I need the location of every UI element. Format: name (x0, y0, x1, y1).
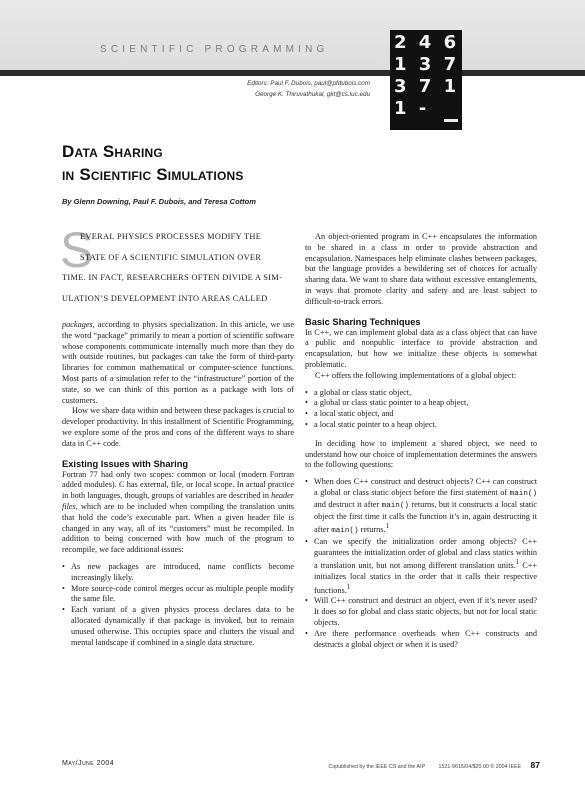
issue-item: • Each variant of a given physics process declares data to be allocated dynamically if that package is invoked, but to remain unused otherwise. This occupies space and clutters the visual and mental landscape if combined in a single data structure. (62, 605, 294, 648)
copyright-line: Copublished by the IEEE CS and the AIP (328, 764, 426, 770)
implementation-item: • a local static object, and (305, 409, 537, 420)
chalk-dash (444, 119, 458, 122)
page-number: 87 (530, 760, 540, 770)
intro-lines (62, 232, 294, 314)
issue-item: • As new packages are introduced, name conflicts become increasingly likely. (62, 562, 294, 584)
header-rule (0, 70, 585, 76)
q1-text-b: and destruct it after (314, 499, 382, 509)
right-paragraph-4: In deciding how to implement a shared object, we need to understand how our choice of implementation determines the answers to the following questions: (305, 438, 537, 470)
issue-item: • More source-code control merges occur as multiple people modify the same file. (62, 584, 294, 606)
intro-line-3: TIME. IN FACT, RESEARCHERS OFTEN DIVIDE A SIM- (62, 273, 283, 282)
q1-code-3: main() (331, 527, 359, 536)
title-line-1: Data Sharing (62, 142, 163, 161)
department-label: SCIENTIFIC PROGRAMMING (100, 44, 329, 55)
intro-line-4: ULATION’S DEVELOPMENT INTO AREAS CALLED (62, 293, 268, 303)
editors-line-1: Editors: Paul F. Dubois, paul@pfdubois.com (247, 80, 370, 87)
subhead-basic-sharing: Basic Sharing Techniques (305, 316, 421, 327)
left-paragraph-3b: , which are to be included when compiling the translation units that hold the code’s executable part. When a given header file is changed in any way, all of its “customers” must be recompiled. In addition to being concerned with how much of the program to recompile, we face additional issues: (62, 501, 294, 555)
q1-code-1: main() (509, 489, 537, 498)
q1-footnote: 1 (385, 523, 390, 531)
editors-credit (200, 78, 370, 100)
question-item: • Will C++ construct and destruct an object, even if it’s never used? It does so for global and class static objects, but not for local static objects. (305, 596, 537, 628)
intro-line-2: STATE OF A SCIENTIFIC SIMULATION OVER (80, 252, 262, 262)
author-byline: By Glenn Downing, Paul F. Dubois, and Teresa Cottom (62, 197, 256, 206)
issn-line: 1521-9615/04/$20.00 © 2004 IEEE (438, 764, 522, 770)
left-paragraph-3a: Fortran 77 had only two scopes: common or local (modern Fortran added modules). C has external, file, or local scope. In actual practice in both languages, though, groups of variables are described in (62, 469, 294, 501)
q1-text-a: When does C++ construct and destruct objects? C++ can construct a global or class static object before the first statement of (314, 477, 537, 497)
implementation-list (305, 388, 537, 431)
question-item (305, 537, 537, 596)
issues-list (62, 562, 294, 648)
implementation-item: • a global or class static pointer to a heap object, (305, 398, 537, 409)
left-paragraph-2: How we share data within and between these packages is crucial to developer productivity. In this installment of Scientific Programming, we explore some of the pros and cons of the different ways to share data in C++ code. (62, 406, 294, 448)
right-paragraph-2: In C++, we can implement global data as a class object that can have a public and nonpublic interface to provide abstraction and encapsulation, but how we initialize these objects is somewhat problematic. (305, 327, 537, 369)
right-column (305, 232, 537, 650)
intro-line-1: EVERAL PHYSICS PROCESSES MODIFY THE (80, 232, 262, 241)
implementation-item: • a global or class static object, (305, 388, 537, 399)
left-paragraph-1-text: , according to physics specialization. In this article, we use the word “package” primarily to mean a portion of scientific software whose components communicate internally much more than they do with outside routines, but packages can take the form of third-party libraries for common mathematical or computer-science functions. Most parts of a simulation refer to the “infrastructure” portion of the state, so we can think of this portion as a package with lots of customers. (62, 320, 294, 405)
subhead-existing-issues: Existing Issues with Sharing (62, 458, 189, 469)
q2-text-b: C++ initializes local statics in the order that it calls their respective functions. (314, 561, 538, 595)
drop-cap: S (60, 222, 94, 278)
questions-list (305, 477, 537, 650)
right-paragraph-3: C++ offers the following implementations of a global object: (315, 370, 517, 380)
chalkboard-image (390, 30, 462, 130)
editors-line-2: George K. Thiruvathukal, gkt@cs.luc.edu (255, 91, 370, 98)
question-item (305, 477, 537, 537)
q1-code-2: main() (381, 501, 409, 510)
right-paragraph-1: An object-oriented program in C++ encapsulates the information to be shared in a class in order to provide abstraction and encapsulation. Namespaces help eliminate clashes between packages, but the language provides a bewildering set of choices for actually sharing data. We want to share data without excessive entanglements, in ways that promote clarity and safety and are least subject to difficult-to-track errors. (305, 232, 537, 306)
q2-footnote-2: 1 (346, 583, 351, 591)
article-title (62, 140, 244, 186)
packages-term: packages (62, 320, 93, 329)
chalk-digits: 2 4 6 1 3 7 3 7 1 1 - (394, 32, 460, 119)
left-column (62, 320, 294, 648)
header-band (0, 0, 585, 74)
issue-date: May/June 2004 (62, 760, 115, 767)
q1-text-d: returns. (358, 525, 386, 535)
left-paragraph-3 (62, 470, 294, 556)
q1-text-c: returns, but it constructs a local static object the first time it calls the function it’s in, again destructing it after (314, 499, 537, 535)
title-line-2: in Scientific Simulations (62, 165, 244, 184)
question-item: • Are there performance overheads when C++ constructs and destructs a global object or when it is used? (305, 629, 537, 651)
q2-text: Can we specify the initialization order among objects? C++ guarantees the initialization order of global and class statics within a translation unit, but not among different translation units. (314, 536, 537, 571)
q2-footnote: 1 (515, 559, 520, 567)
implementation-item: • a local static pointer to a heap object. (305, 420, 537, 431)
header-files-term: header files (62, 491, 294, 511)
left-paragraph-1 (62, 320, 294, 406)
footer-publication-info (260, 760, 540, 770)
